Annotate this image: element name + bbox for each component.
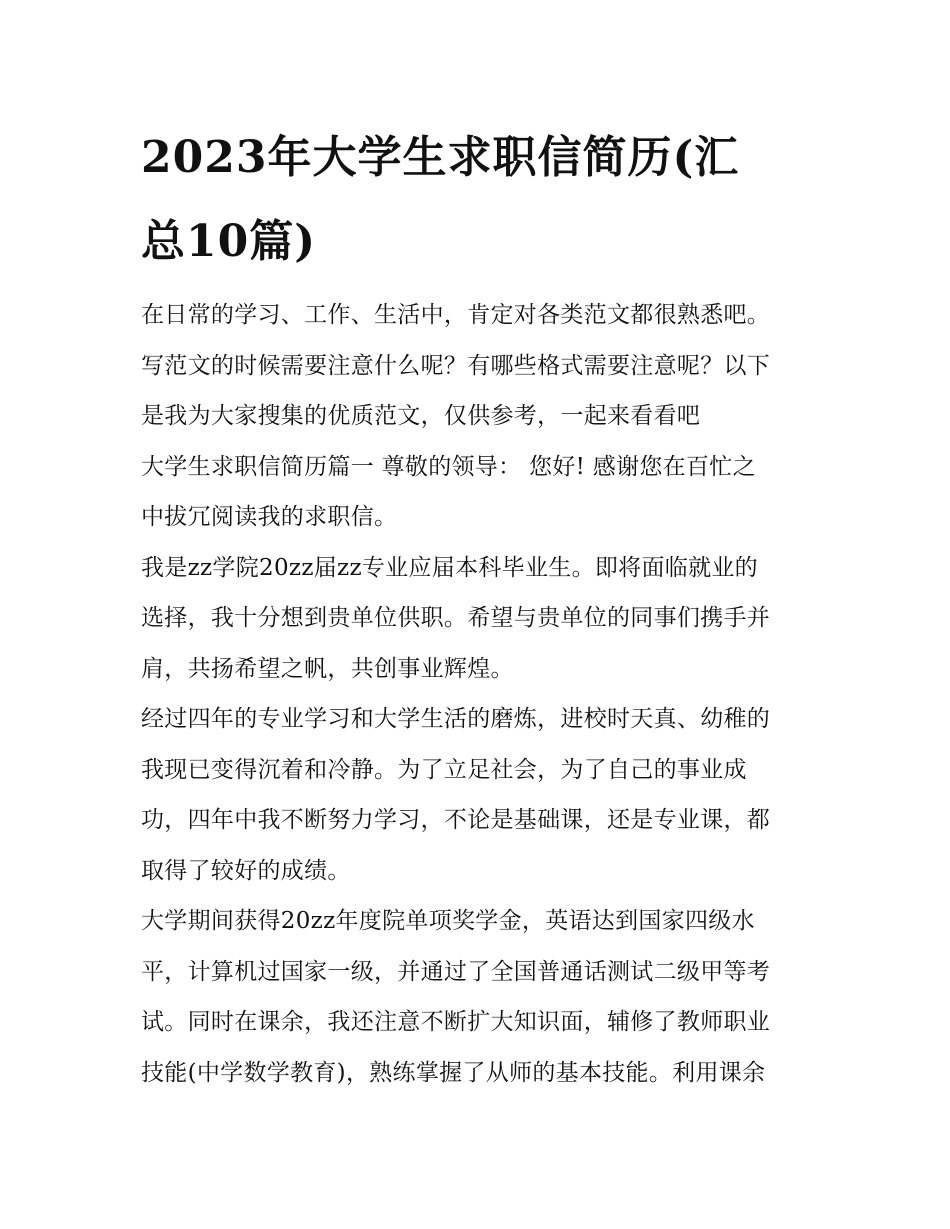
title-line-2: 总10篇)	[141, 216, 317, 267]
body-line: 技能(中学数学教育)，熟练掌握了从师的基本技能。利用课余	[141, 1059, 766, 1086]
body-line: 平，计算机过国家一级，并通过了全国普通话测试二级甲等考	[141, 958, 771, 985]
body-line: 试。同时在课余，我还注意不断扩大知识面，辅修了教师职业	[141, 1009, 771, 1035]
document-body	[141, 290, 813, 1098]
title-line-1: 2023年大学生求职信简历(汇	[141, 132, 740, 183]
document-page	[141, 116, 813, 1098]
body-line: 大学期间获得20zz年度院单项奖学金，英语达到国家四级水	[141, 908, 755, 934]
body-line: 选择，我十分想到贵单位供职。希望与贵单位的同事们携手并	[141, 605, 771, 631]
body-line: 取得了较好的成绩。	[141, 857, 351, 884]
body-line: 中拔冗阅读我的求职信。	[141, 504, 398, 530]
body-line: 写范文的时候需要注意什么呢？有哪些格式需要注意呢？以下	[141, 352, 771, 379]
body-line: 肩，共扬希望之帆，共创事业辉煌。	[141, 655, 514, 682]
body-line: 我现已变得沉着和冷静。为了立足社会，为了自己的事业成	[141, 756, 747, 783]
body-line: 是我为大家搜集的优质范文，仅供参考，一起来看看吧	[141, 403, 701, 429]
body-line: 大学生求职信简历篇一 尊敬的领导： 您好! 感谢您在百忙之	[141, 453, 756, 480]
body-line: 功，四年中我不断努力学习，不论是基础课，还是专业课，都	[141, 807, 771, 833]
body-line: 经过四年的专业学习和大学生活的磨炼，进校时天真、幼稚的	[141, 706, 771, 732]
body-line: 我是zz学院20zz届zz专业应届本科毕业生。即将面临就业的	[141, 554, 758, 581]
document-title	[141, 116, 813, 284]
body-line: 在日常的学习、工作、生活中，肯定对各类范文都很熟悉吧。	[141, 302, 771, 328]
